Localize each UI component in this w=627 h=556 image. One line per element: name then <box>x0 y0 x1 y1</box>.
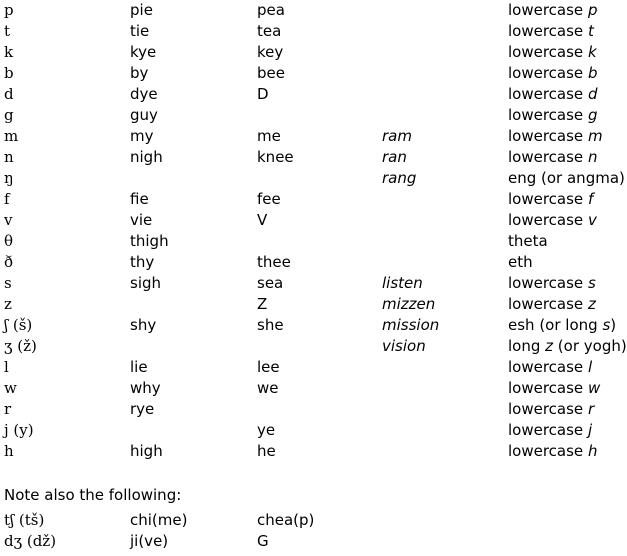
symbol-name <box>508 126 603 147</box>
symbol-name-text: theta <box>508 232 548 250</box>
example-word-2: bee <box>257 64 285 82</box>
symbol-name-text: eng (or angma) <box>508 169 625 187</box>
example-word-1: tie <box>130 22 150 40</box>
symbol-name-letter: d <box>587 85 598 103</box>
symbol-name <box>508 168 625 189</box>
symbol-name-text: lowercase <box>508 127 588 145</box>
example-word-3: ram <box>382 127 412 145</box>
table-row <box>4 210 615 231</box>
symbol-name-letter: z <box>545 337 554 355</box>
symbol-name <box>508 357 592 378</box>
symbol-name <box>508 441 597 462</box>
phonetic-symbol: v <box>4 211 13 229</box>
phonetic-symbol: p <box>4 1 14 19</box>
symbol-name <box>508 315 616 336</box>
affricate-table <box>4 510 615 552</box>
symbol-name <box>508 210 597 231</box>
table-row <box>4 252 615 273</box>
symbol-name-text: lowercase <box>508 421 588 439</box>
example-word-1: kye <box>130 43 157 61</box>
example-word-1: chi(me) <box>130 511 188 529</box>
symbol-name-text: lowercase <box>508 22 588 40</box>
symbol-name-text: lowercase <box>508 400 588 418</box>
symbol-name-letter: s <box>587 274 596 292</box>
example-word-3: ran <box>382 148 407 166</box>
phonetic-symbol: h <box>4 442 14 460</box>
example-word-1: high <box>130 442 163 460</box>
example-word-1: my <box>130 127 154 145</box>
example-word-2: Z <box>257 295 268 313</box>
symbol-name-letter: p <box>587 1 598 19</box>
example-word-1: guy <box>130 106 158 124</box>
symbol-name-letter: g <box>587 106 598 124</box>
phonetic-symbol: s <box>4 274 12 292</box>
symbol-name <box>508 0 597 21</box>
symbol-name <box>508 294 596 315</box>
example-word-2: chea(p) <box>257 511 315 529</box>
example-word-2: he <box>257 442 276 460</box>
consonant-symbol-table <box>4 0 627 462</box>
example-word-2: fee <box>257 190 281 208</box>
example-word-1: fie <box>130 190 149 208</box>
example-word-1: vie <box>130 211 153 229</box>
table-row <box>4 399 615 420</box>
symbol-name <box>508 420 592 441</box>
table-row <box>4 273 615 294</box>
table-row <box>4 63 615 84</box>
symbol-name-text: lowercase <box>508 442 588 460</box>
example-word-2: V <box>257 211 268 229</box>
symbol-name-text: long <box>508 337 546 355</box>
symbol-name-text: lowercase <box>508 85 588 103</box>
phonetic-symbol: ŋ <box>4 169 14 187</box>
example-word-2: we <box>257 379 279 397</box>
table-row <box>4 294 615 315</box>
table-row <box>4 189 615 210</box>
table-row <box>4 21 615 42</box>
example-word-2: lee <box>257 358 280 376</box>
example-word-1: pie <box>130 1 153 19</box>
table-row <box>4 105 615 126</box>
table-row <box>4 0 615 21</box>
symbol-name <box>508 21 594 42</box>
example-word-2: key <box>257 43 284 61</box>
example-word-2: knee <box>257 148 294 166</box>
symbol-name <box>508 336 627 357</box>
symbol-name <box>508 189 593 210</box>
symbol-name-text: lowercase <box>508 379 588 397</box>
example-word-3: vision <box>382 337 426 355</box>
example-word-2: ye <box>257 421 276 439</box>
example-word-3: listen <box>382 274 423 292</box>
phonetic-symbol: ð <box>4 253 14 271</box>
example-word-2: G <box>257 532 269 550</box>
example-word-2: tea <box>257 22 282 40</box>
symbol-name-text: lowercase <box>508 190 588 208</box>
phonetic-symbol: ʒ (ž) <box>4 337 37 355</box>
symbol-name-letter: n <box>587 148 598 166</box>
phonetic-symbol: f <box>4 190 10 208</box>
example-word-1: why <box>130 379 161 397</box>
example-word-1: by <box>130 64 149 82</box>
table-row <box>4 357 615 378</box>
table-row <box>4 126 615 147</box>
symbol-name-letter: w <box>587 379 601 397</box>
example-word-2: she <box>257 316 284 334</box>
phonetic-symbol: g <box>4 106 14 124</box>
symbol-name-text: lowercase <box>508 295 588 313</box>
phonetic-symbol: r <box>4 400 12 418</box>
table-row <box>4 315 615 336</box>
symbol-name-letter: h <box>587 442 598 460</box>
symbol-name-text: lowercase <box>508 274 588 292</box>
symbol-name <box>508 273 596 294</box>
symbol-name-text: lowercase <box>508 43 588 61</box>
example-word-1: rye <box>130 400 155 418</box>
example-word-1: thigh <box>130 232 169 250</box>
table-row <box>4 420 615 441</box>
phonetic-symbol: z <box>4 295 12 313</box>
example-word-2: D <box>257 85 269 103</box>
symbol-name-letter: r <box>587 400 595 418</box>
symbol-name <box>508 147 597 168</box>
symbol-name-letter: t <box>587 22 594 40</box>
example-word-1: shy <box>130 316 157 334</box>
symbol-name-letter: k <box>587 43 597 61</box>
symbol-name-text: lowercase <box>508 211 588 229</box>
symbol-name-letter: z <box>587 295 596 313</box>
phonetic-symbol: w <box>4 379 17 397</box>
table-row <box>4 168 625 189</box>
phonetic-symbol: m <box>4 127 19 145</box>
example-word-2: me <box>257 127 281 145</box>
example-word-1: sigh <box>130 274 162 292</box>
symbol-name <box>508 399 594 420</box>
phonetic-symbol: θ <box>4 232 14 250</box>
symbol-name <box>508 231 548 252</box>
table-row <box>4 42 615 63</box>
example-word-1: nigh <box>130 148 163 166</box>
phonetic-symbol: d <box>4 85 14 103</box>
symbol-name-text: lowercase <box>508 358 588 376</box>
table-row <box>4 441 615 462</box>
example-word-3: rang <box>382 169 417 187</box>
example-word-1: dye <box>130 85 158 103</box>
example-word-3: mission <box>382 316 440 334</box>
table-row <box>4 231 615 252</box>
symbol-name-letter: f <box>587 190 594 208</box>
symbol-name-letter: j <box>587 421 593 439</box>
example-word-3: mizzen <box>382 295 436 313</box>
phonetic-symbol: dʒ (dž) <box>4 532 57 550</box>
symbol-name-text: lowercase <box>508 106 588 124</box>
table-row <box>4 84 615 105</box>
table-row <box>4 147 615 168</box>
symbol-name <box>508 84 597 105</box>
symbol-name-letter: l <box>587 358 593 376</box>
symbol-name-letter: m <box>587 127 603 145</box>
example-word-1: thy <box>130 253 155 271</box>
table-row <box>4 378 615 399</box>
symbol-name-letter: v <box>587 211 597 229</box>
symbol-name-text: lowercase <box>508 148 588 166</box>
symbol-name-letter: b <box>587 64 598 82</box>
symbol-name <box>508 105 597 126</box>
phonetic-symbol: n <box>4 148 14 166</box>
example-word-1: lie <box>130 358 148 376</box>
phonetic-symbol: b <box>4 64 14 82</box>
symbol-name <box>508 63 597 84</box>
symbol-name <box>508 378 600 399</box>
table-row <box>4 510 615 531</box>
symbol-name <box>508 252 533 273</box>
example-word-1: ji(ve) <box>130 532 169 550</box>
symbol-name-text: eth <box>508 253 533 271</box>
symbol-name-text: lowercase <box>508 64 588 82</box>
note-text: Note also the following: <box>4 486 182 504</box>
phonetic-symbol: k <box>4 43 14 61</box>
example-word-2: pea <box>257 1 285 19</box>
phonetic-symbol: t <box>4 22 11 40</box>
symbol-name-text: esh (or long <box>508 316 603 334</box>
phonetic-symbol: l <box>4 358 9 376</box>
table-row <box>4 336 627 357</box>
phonetic-symbol: ʃ (š) <box>4 316 33 334</box>
symbol-name-suffix: ) <box>610 316 617 334</box>
symbol-name <box>508 42 597 63</box>
example-word-2: thee <box>257 253 291 271</box>
table-row <box>4 531 615 552</box>
symbol-name-text: lowercase <box>508 1 588 19</box>
phonetic-symbol: j (y) <box>4 421 34 439</box>
symbol-name-suffix: (or yogh) <box>553 337 627 355</box>
phonetic-symbol: tʃ (tš) <box>4 511 45 529</box>
example-word-2: sea <box>257 274 284 292</box>
symbol-name-letter: s <box>602 316 611 334</box>
